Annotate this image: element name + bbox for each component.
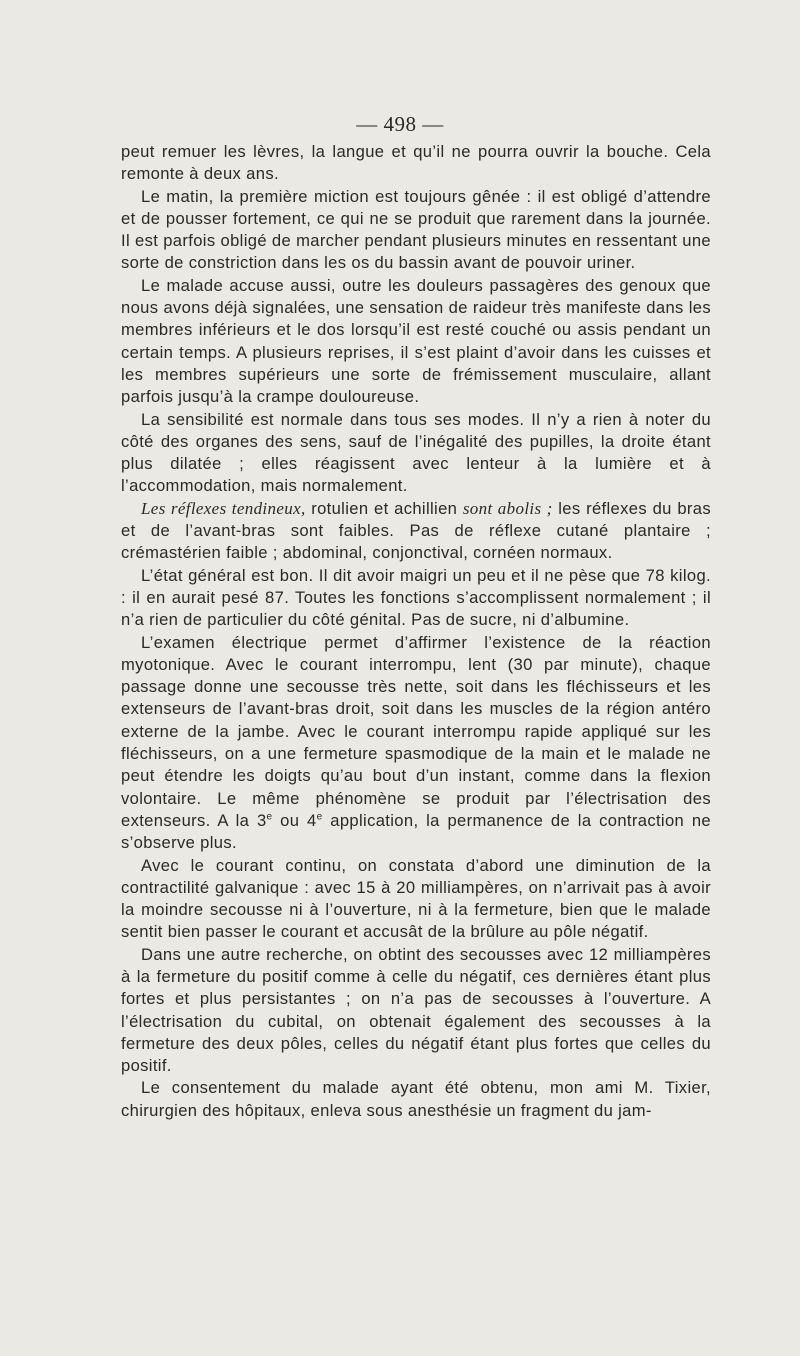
- paragraph-5-text-a: rotulien et achillien: [305, 498, 463, 518]
- paragraph-9: Dans une autre recherche, on obtint des secousses avec 12 milliampères à la fermeture du positif comme à celle du négatif, ces dernières étant plus fortes et plus persistantes ; on n’a pas de secousses à l’ouverture. A l’électrisation du cubital, on obtenait également des secousses à la fermeture des deux pôles, celles du négatif étant plus fortes que celles du positif.: [121, 944, 711, 1076]
- italic-sont-abolis: sont abolis ;: [462, 498, 553, 518]
- paragraph-5: [121, 498, 711, 565]
- paragraph-1: peut remuer les lèvres, la langue et qu’il ne pourra ouvrir la bouche. Cela remonte à deux ans.: [121, 142, 711, 184]
- paragraph-7: [121, 632, 711, 855]
- page-number: — 498 —: [356, 112, 444, 136]
- paragraph-5-text-b: les réflexes du bras et de l’avant-bras sont faibles. Pas de réflexe cutané plantaire ; crémastérien faible ; abdominal, conjonctival, cornéen normaux.: [121, 498, 711, 563]
- superscript-e-2: e: [316, 811, 323, 823]
- italic-reflexes-tendineux: Les réflexes tendineux,: [141, 498, 306, 518]
- superscript-e-1: e: [266, 811, 273, 823]
- paragraph-3: Le malade accuse aussi, outre les douleurs passagères des genoux que nous avons déjà signalées, une sensation de raideur très manifeste dans les membres inférieurs et le dos lorsqu’il est resté couché ou assis pendant un certain temps. A plusieurs reprises, il s’est plaint d’avoir dans les cuisses et les membres supérieurs une sorte de frémissement musculaire, allant parfois jusqu’à la crampe douloureuse.: [121, 275, 711, 407]
- body-text: [121, 141, 711, 1122]
- paragraph-7-text-b: ou 4: [272, 810, 317, 830]
- paragraph-4: La sensibilité est normale dans tous ses modes. Il n’y a rien à noter du côté des organes des sens, sauf de l’inégalité des pupilles, la droite étant plus dilatée ; elles réagissent avec lenteur à la lumière et à l’accommodation, mais normalement.: [121, 409, 711, 496]
- paragraph-7-text-c: application, la permanence de la contraction ne s’observe plus.: [121, 810, 711, 853]
- paragraph-6: L’état général est bon. Il dit avoir maigri un peu et il ne pèse que 78 kilog. : il en aurait pesé 87. Toutes les fonctions s’accomplissent normalement ; il n’a rien de particulier du côté génital. Pas de sucre, ni d’albumine.: [121, 565, 711, 630]
- paragraph-10: Le consentement du malade ayant été obtenu, mon ami M. Tixier, chirurgien des hôpitaux, enleva sous anesthésie un fragment du jam-: [121, 1078, 711, 1120]
- paragraph-2: Le matin, la première miction est toujours gênée : il est obligé d’attendre et de pousser fortement, ce qui ne se produit que rarement dans la journée. Il est parfois obligé de marcher pendant plusieurs minutes en ressentant une sorte de constriction dans les os du bassin avant de pouvoir uriner.: [121, 186, 711, 273]
- paragraph-7-text-a: L’examen électrique permet d’affirmer l’existence de la réaction myotonique. Avec le courant interrompu, lent (30 par minute), chaque passage donne une secousse très nette, soit dans les fléchisseurs et les extenseurs de l’avant-bras droit, soit dans les muscles de la région antéro externe de la jambe. Avec le courant interrompu rapide appliqué sur les fléchisseurs, on a une fermeture spasmodique de la main et le malade ne peut étendre les doigts qu’au bout d’un instant, comme dans la flexion volontaire. Le même phénomène se produit par l’électrisation des extenseurs. A la 3: [121, 632, 711, 830]
- paragraph-8: Avec le courant continu, on constata d’abord une diminution de la contractilité galvanique : avec 15 à 20 milliampères, on n’arrivait pas à avoir la moindre secousse ni à l’ouverture, ni à la fermeture, bien que le malade sentit bien passer le courant et accusât de la brûlure au pôle négatif.: [121, 855, 711, 942]
